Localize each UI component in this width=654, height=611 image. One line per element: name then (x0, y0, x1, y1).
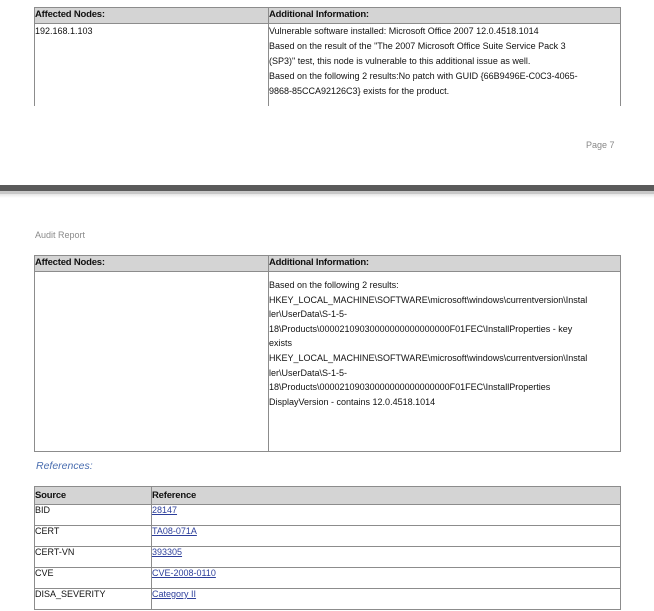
table-row (35, 547, 621, 568)
table-row (35, 505, 621, 526)
info-line: (SP3)" test, this node is vulnerable to this additional issue as well. (269, 56, 531, 66)
info-line: Based on the following 2 results:No patch with GUID {66B9496E-C0C3-4065- (269, 71, 578, 81)
info-line: DisplayVersion - contains 12.0.4518.1014 (269, 396, 436, 407)
reference-cell (152, 568, 621, 589)
additional-info-cell (269, 24, 621, 106)
reference-cell (152, 589, 621, 610)
reference-cell (152, 526, 621, 547)
affected-nodes-table-page8 (34, 255, 621, 452)
info-line: Based on the following 2 results: (269, 280, 399, 290)
references-heading: References: (36, 460, 93, 472)
info-line: exists (269, 338, 293, 349)
header-affected-nodes: Affected Nodes: (35, 256, 269, 272)
reference-source: BID (35, 505, 152, 526)
reference-link[interactable]: 393305 (152, 547, 183, 557)
reference-source: CERT-VN (35, 547, 152, 568)
header-additional-info: Additional Information: (269, 8, 621, 24)
affected-node-empty (35, 272, 269, 452)
table-row (35, 589, 621, 610)
reference-source: CVE (35, 568, 152, 589)
page-separator-shadow (0, 194, 654, 198)
additional-info-cell (269, 272, 621, 452)
reference-link[interactable]: CVE-2008-0110 (152, 568, 216, 578)
table-row (35, 568, 621, 589)
affected-nodes-table-page7 (34, 7, 621, 106)
reference-link[interactable]: TA08-071A (152, 526, 197, 536)
reference-source: CERT (35, 526, 152, 547)
reference-link[interactable]: 28147 (152, 505, 178, 515)
info-line: ler\UserData\S-1-5- (269, 367, 348, 378)
info-line: HKEY_LOCAL_MACHINE\SOFTWARE\microsoft\windows\currentversion\Instal (269, 352, 588, 363)
references-table (34, 486, 621, 610)
info-line: 18\Products\00002109030000000000000000F01FEC\InstallProperties - key (269, 323, 573, 334)
reference-cell (152, 547, 621, 568)
reference-link[interactable]: Category II (152, 589, 197, 599)
header-source: Source (35, 487, 152, 505)
reference-cell (152, 505, 621, 526)
info-line: 9868-85CCA92126C3} exists for the product. (269, 86, 450, 96)
info-line: Vulnerable software installed: Microsoft Office 2007 12.0.4518.1014 (269, 26, 539, 36)
info-line: HKEY_LOCAL_MACHINE\SOFTWARE\microsoft\windows\currentversion\Instal (269, 294, 588, 305)
header-reference: Reference (152, 487, 621, 505)
header-affected-nodes: Affected Nodes: (35, 8, 269, 24)
info-line: ler\UserData\S-1-5- (269, 309, 348, 320)
info-line: 18\Products\00002109030000000000000000F01FEC\InstallProperties (269, 382, 551, 393)
page-number: Page 7 (586, 140, 615, 150)
affected-node-ip: 192.168.1.103 (35, 24, 269, 106)
header-additional-info: Additional Information: (269, 256, 621, 272)
reference-source: DISA_SEVERITY (35, 589, 152, 610)
table-row (35, 526, 621, 547)
document-title: Audit Report (35, 230, 86, 240)
info-line: Based on the result of the "The 2007 Microsoft Office Suite Service Pack 3 (269, 41, 566, 51)
